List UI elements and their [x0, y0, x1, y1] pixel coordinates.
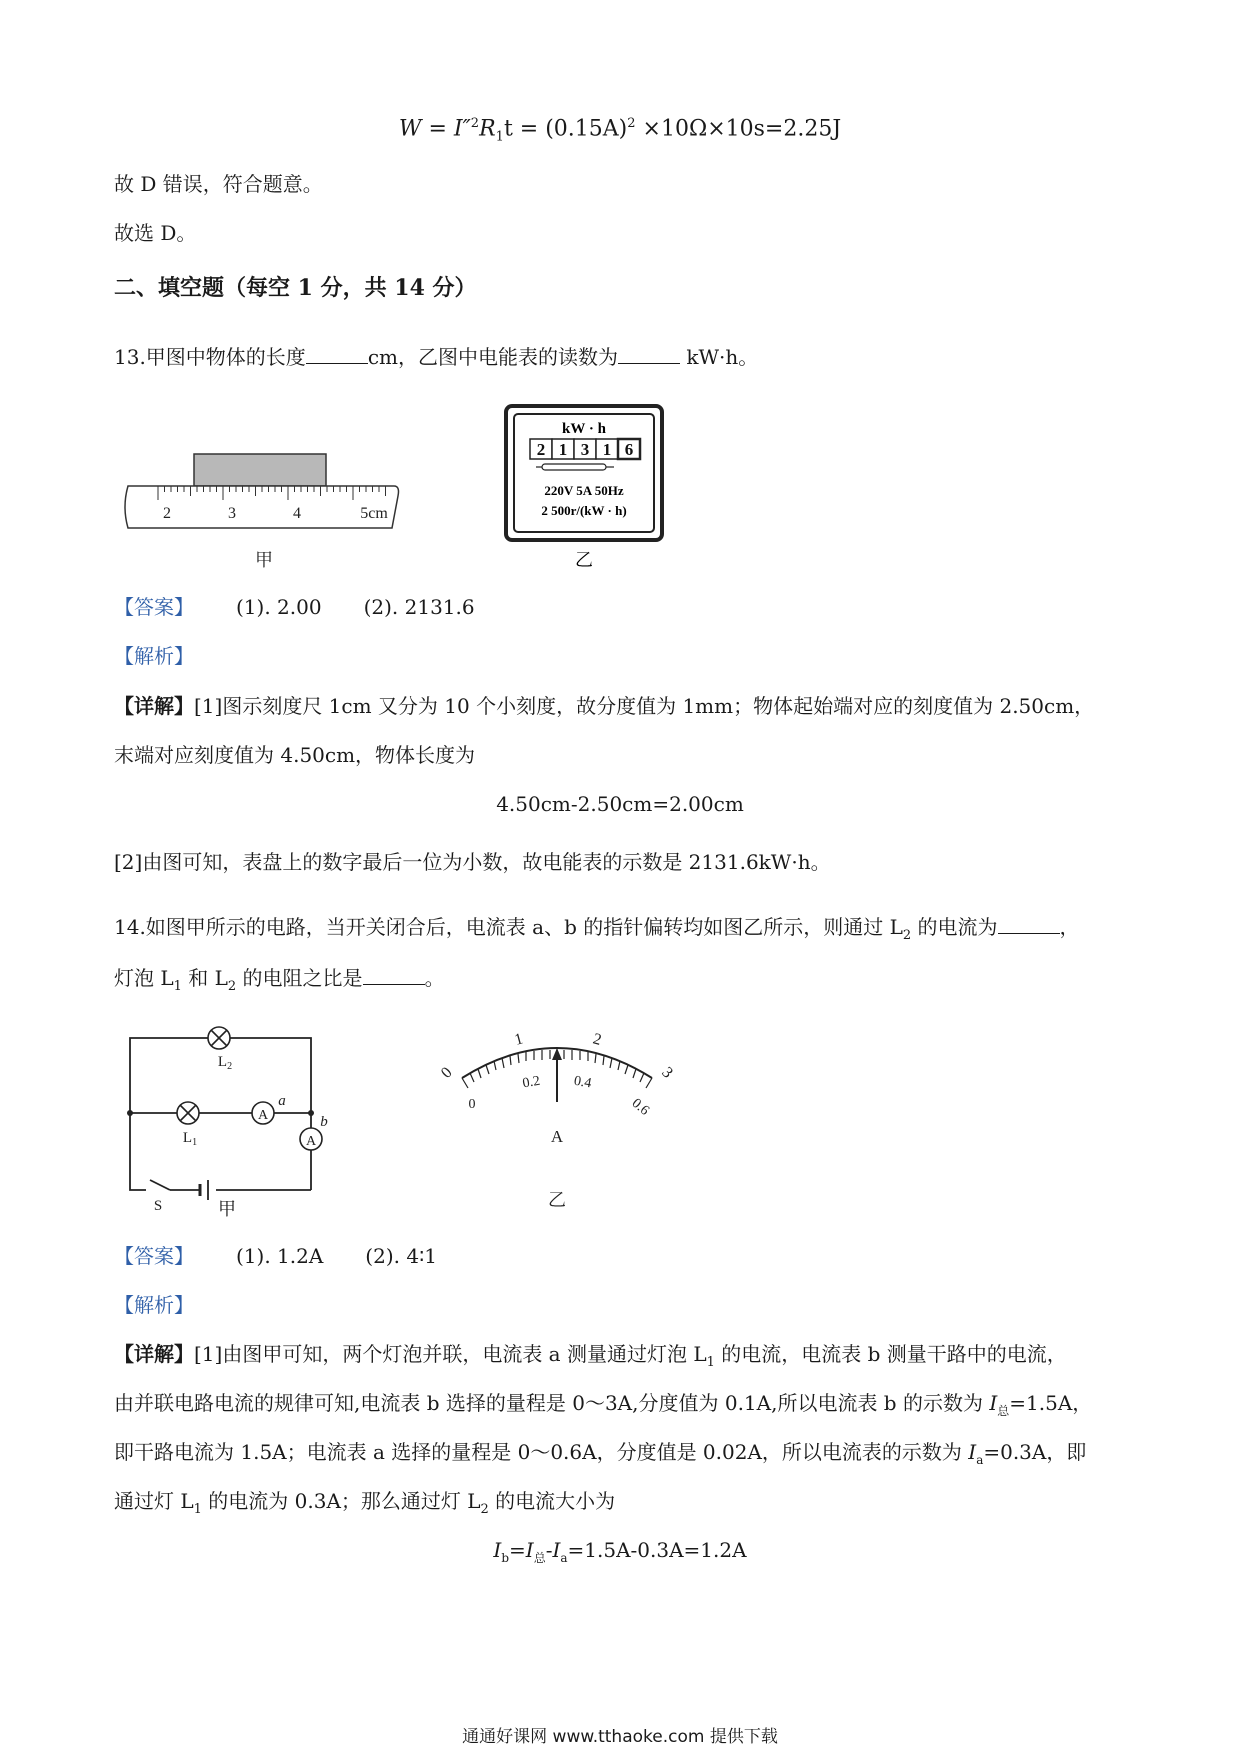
meter-unit: kW · h	[562, 421, 606, 437]
figure-caption: 乙	[548, 1190, 566, 1210]
figure-caption: 甲	[255, 550, 273, 570]
question-13: 13.甲图中物体的长度 cm，乙图中电能表的读数为 kW·h。	[114, 345, 759, 369]
answer-blank[interactable]	[306, 343, 368, 364]
tick-label: 4	[293, 505, 301, 522]
q14-detail-4: 通过灯 $L_1$ 的电流为 0.3A；那么通过灯 $L_2$ 的电流大小为	[114, 1489, 616, 1517]
meter-digit: 2	[536, 440, 546, 459]
meter-spec-constant: 2 500r/(kW · h)	[541, 503, 627, 518]
outer-scale-label: 2	[591, 1030, 604, 1049]
answer-blank[interactable]	[618, 343, 680, 364]
q14-calculation: $I_b=I_总-I_a=1.5A-0.3A=1.2A$	[493, 1538, 747, 1565]
outer-scale-label: 3	[658, 1063, 677, 1082]
tick-label: 5cm	[360, 505, 388, 522]
tick-label: 2	[163, 505, 171, 522]
meter-digit: 1	[558, 440, 568, 459]
q13-calculation: 4.50cm-2.50cm=2.00cm	[496, 792, 744, 816]
meter-digit: 3	[580, 440, 590, 459]
q14-answer: 【答案】 (1). 1.2A (2). 4∶1	[114, 1244, 437, 1268]
outer-scale-label: 0	[437, 1063, 456, 1082]
tick-label: 3	[228, 505, 236, 522]
circuit-figure	[118, 1018, 348, 1218]
ammeter-b-letter: A	[305, 1134, 317, 1149]
junction-dot	[308, 1110, 314, 1116]
conclusion-d-wrong: 故 D 错误，符合题意。	[114, 172, 323, 196]
q13-detail-2: 末端对应刻度值为 4.50cm，物体长度为	[114, 743, 476, 767]
question-14-line-1: 14.如图甲所示的电路，当开关闭合后，电流表 a、b 的指针偏转均如图乙所示，则通过 $L_2$ 的电流为 ，	[114, 915, 1080, 943]
ammeter-a-letter: A	[257, 1108, 269, 1123]
q14-analysis-tag: 【解析】	[114, 1293, 194, 1317]
label-switch: S	[153, 1198, 163, 1214]
inner-scale-label: 0.4	[572, 1073, 593, 1092]
q14-detail-2: 由并联电路电流的规律可知,电流表 b 选择的量程是 0～3A,分度值为 0.1A,所以电流表 b 的示数为 $I_总=1.5A$，	[114, 1391, 1093, 1418]
q13-detail-3: [2]由图可知，表盘上的数字最后一位为小数，故电能表的示数是 2131.6kW·h。	[114, 850, 831, 874]
energy-meter-figure	[502, 402, 672, 572]
label-b: b	[320, 1114, 328, 1130]
page-footer: 通通好课网 www.tthaoke.com 提供下载	[462, 1727, 778, 1747]
label-l1: $L_1$	[182, 1130, 198, 1148]
outer-scale-label: 1	[512, 1030, 525, 1049]
meter-digit-decimal: 6	[624, 440, 634, 459]
question-14-line-2: 灯泡 $L_1$ 和 $L_2$ 的电阻之比是 。	[114, 966, 445, 994]
meter-digit: 1	[602, 440, 612, 459]
label-a: a	[278, 1093, 286, 1109]
measured-object	[194, 454, 326, 486]
inner-scale-label: 0.2	[521, 1073, 542, 1092]
answer-blank[interactable]	[998, 913, 1060, 934]
answer-blank[interactable]	[363, 964, 425, 985]
q14-detail-1: 【详解】[1]由图甲可知，两个灯泡并联，电流表 a 测量通过灯泡 $L_1$ 的电流，电流表 b 测量干路中的电流，	[114, 1342, 1067, 1370]
pointer-head	[552, 1048, 562, 1060]
inner-scale-label: 0	[468, 1097, 476, 1112]
lamp-l1-icon	[177, 1102, 199, 1124]
inner-scale-label: 0.6	[628, 1095, 652, 1119]
section-title: 二、填空题（每空 1 分，共 14 分）	[114, 275, 477, 301]
meter-spec-rating: 220V 5A 50Hz	[544, 483, 624, 498]
q13-analysis-tag: 【解析】	[114, 644, 194, 668]
lamp-l2-icon	[208, 1027, 230, 1049]
ammeter-dial-figure	[432, 1030, 682, 1210]
q13-detail-1: 【详解】[1]图示刻度尺 1cm 又分为 10 个小刻度，故分度值为 1mm；物体起始端对应的刻度值为 2.50cm，	[114, 694, 1095, 718]
energy-formula: $W = I''^2R_1t = (0.15A)^2 \times 10\Omega\times 10s=2.25J$	[398, 116, 842, 145]
figure-caption: 甲	[218, 1199, 236, 1220]
junction-dot	[127, 1110, 133, 1116]
ruler-figure	[122, 448, 412, 593]
conclusion-choose-d: 故选 D。	[114, 221, 197, 245]
q13-answer: 【答案】 (1). 2.00 (2). 2131.6	[114, 595, 475, 619]
dial-unit: A	[550, 1127, 564, 1146]
q14-detail-3: 即干路电流为 1.5A；电流表 a 选择的量程是 0～0.6A，分度值是 0.02A，所以电流表的示数为 $I_a=0.3A$，即	[114, 1440, 1087, 1467]
figure-caption: 乙	[575, 550, 593, 570]
label-l2: $L_2$	[217, 1054, 233, 1072]
